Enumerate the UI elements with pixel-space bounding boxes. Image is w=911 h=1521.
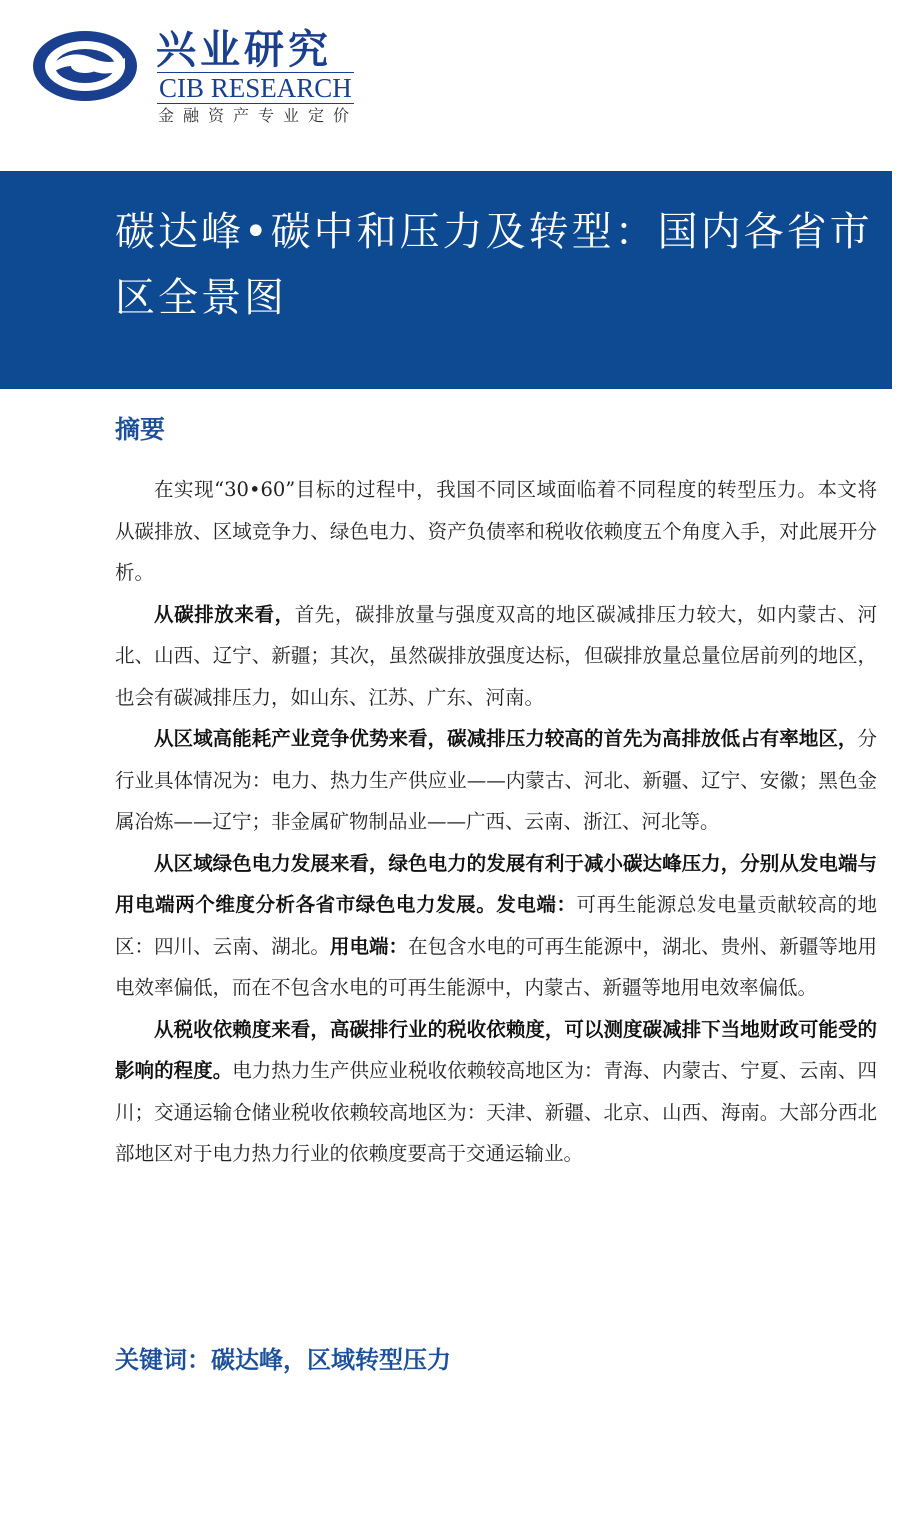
paragraph-text: 在包含水电的可再生能源中，湖北、贵州、新疆等地用电效率偏低，而在不包含水电的可再生能源中，内蒙古、新疆等地用电效率偏低。 bbox=[115, 934, 877, 999]
cib-logo-icon bbox=[30, 28, 140, 104]
abstract-paragraph bbox=[115, 718, 877, 843]
abstract-paragraph bbox=[115, 1009, 877, 1175]
paragraph-lead-bold: 从区域高能耗产业竞争优势来看，碳减排压力较高的首先为高排放低占有率地区， bbox=[154, 727, 858, 750]
paragraph-text: 电力热力生产供应业税收依赖较高地区为：青海、内蒙古、宁夏、云南、四川；交通运输仓储业税收依赖较高地区为：天津、新疆、北京、山西、海南。大部分西北部地区对于电力热力行业的依赖度要高于交通运输业。 bbox=[115, 1059, 877, 1165]
paragraph-text: 可再生能源总发电量贡献较高的地区：四川、云南、湖北。 bbox=[115, 893, 877, 958]
logo-tagline: 金融资产专业定价 bbox=[158, 106, 359, 125]
abstract-paragraph bbox=[115, 594, 877, 719]
paragraph-lead-bold: 从碳排放来看， bbox=[154, 602, 295, 626]
paragraph-lead-bold: 从税收依赖度来看，高碳排行业的税收依赖度，可以测度碳减排下当地财政可能受的影响的程度。 bbox=[115, 1017, 877, 1082]
paragraph-inline-bold: 用电端： bbox=[329, 934, 409, 958]
keywords: 关键词：碳达峰，区域转型压力 bbox=[115, 1346, 451, 1374]
report-title: 碳达峰•碳中和压力及转型：国内各省市区全景图 bbox=[115, 209, 873, 321]
logo-title-en: CIB RESEARCH bbox=[159, 73, 352, 103]
title-banner bbox=[0, 171, 892, 389]
paragraph-text: 分行业具体情况为：电力、热力生产供应业——内蒙古、河北、新疆、辽宁、安徽；黑色金属冶炼——辽宁；非金属矿物制品业——广西、云南、浙江、河北等。 bbox=[115, 727, 877, 833]
abstract-paragraph bbox=[115, 843, 877, 1009]
cib-logo bbox=[30, 24, 360, 134]
abstract-paragraph bbox=[115, 469, 877, 594]
paragraph-text: 首先，碳排放量与强度双高的地区碳减排压力较大，如内蒙古、河北、山西、辽宁、新疆；其次，虽然碳排放强度达标，但碳排放量总量位居前列的地区，也会有碳减排压力，如山东、江苏、广东、河南。 bbox=[115, 602, 877, 709]
logo-title-cn: 兴业研究 bbox=[156, 26, 332, 73]
paragraph-text: 在实现“30•60”目标的过程中，我国不同区域面临着不同程度的转型压力。本文将从碳排放、区域竞争力、绿色电力、资产负债率和税收依赖度五个角度入手，对此展开分析。 bbox=[115, 478, 877, 584]
paragraph-inline-bold: 发电端： bbox=[496, 893, 577, 916]
paragraph-lead-bold: 从区域绿色电力发展来看，绿色电力的发展有利于减小碳达峰压力，分别从发电端与用电端两个维度分析各省市绿色电力发展。 bbox=[115, 851, 877, 916]
abstract-body bbox=[115, 469, 877, 1175]
abstract-heading: 摘要 bbox=[115, 415, 166, 444]
